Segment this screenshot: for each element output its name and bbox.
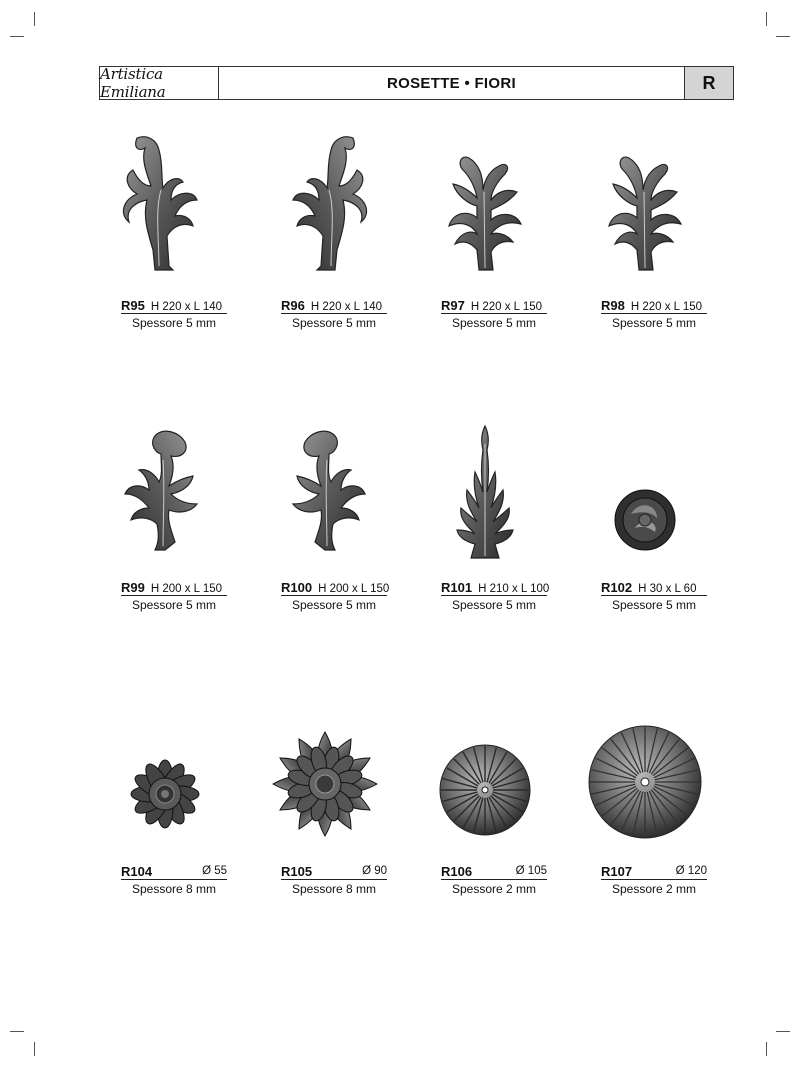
product-code: R106 (441, 864, 473, 879)
product-spec-line (441, 298, 547, 314)
page-header (99, 66, 734, 100)
product-dimensions: Ø 55 (202, 865, 227, 877)
product-spec-line (441, 864, 547, 880)
product-code: R97 (441, 298, 465, 313)
product-spec-line (281, 580, 390, 596)
crop-mark (766, 12, 767, 26)
brand-logo: Artistica Emiliana (100, 67, 219, 99)
product-dimensions: Ø 105 (515, 865, 547, 877)
product-code: R100 (281, 580, 313, 595)
product-code: R99 (121, 580, 145, 595)
product-spec-line (441, 580, 550, 596)
product-thickness: Spessore 5 mm (291, 598, 377, 612)
section-letter: R (684, 67, 733, 99)
product-thickness: Spessore 2 mm (611, 882, 697, 896)
acanthus-leaf-curl-icon (101, 420, 229, 562)
page-title: ROSETTE • FIORI (387, 74, 516, 92)
product-spec-line (121, 580, 227, 596)
product-spec-line (601, 864, 707, 880)
acanthus-leaf-symmetric-icon (421, 130, 549, 272)
product-thickness: Spessore 2 mm (451, 882, 537, 896)
product-code: R98 (601, 298, 625, 313)
product-thickness: Spessore 5 mm (291, 316, 377, 330)
product-dimensions: H 220 x L 150 (470, 301, 543, 313)
product-thickness: Spessore 5 mm (451, 598, 537, 612)
product-spec-line (281, 298, 387, 314)
crop-mark (10, 36, 24, 37)
product-code: R104 (121, 864, 153, 879)
product-spec-line (281, 864, 387, 880)
rose-flower-icon (581, 420, 709, 562)
product-dimensions: H 210 x L 100 (478, 583, 550, 595)
product-code: R101 (441, 580, 473, 595)
product-code: R96 (281, 298, 305, 313)
product-dimensions: Ø 120 (675, 865, 707, 877)
product-dimensions: H 30 x L 60 (638, 583, 697, 595)
crop-mark (34, 12, 35, 26)
product-dimensions: H 220 x L 150 (630, 301, 703, 313)
crop-mark (34, 1042, 35, 1056)
product-dimensions: H 220 x L 140 (150, 301, 223, 313)
acanthus-leaf-curl-icon (261, 420, 389, 562)
acanthus-spike-icon (421, 420, 549, 562)
product-dimensions: Ø 90 (362, 865, 387, 877)
crop-mark (10, 1031, 24, 1032)
product-thickness: Spessore 8 mm (131, 882, 217, 896)
product-spec-line (121, 298, 227, 314)
product-spec-line (601, 580, 707, 596)
crop-mark (766, 1042, 767, 1056)
product-code: R102 (601, 580, 633, 595)
product-spec-line (601, 298, 707, 314)
product-spec-line (121, 864, 227, 880)
fluted-disc-large-icon (581, 724, 709, 842)
fluted-disc-icon (421, 724, 549, 842)
product-thickness: Spessore 5 mm (131, 316, 217, 330)
product-thickness: Spessore 5 mm (131, 598, 217, 612)
product-dimensions: H 200 x L 150 (150, 583, 223, 595)
small-rosette-icon (101, 724, 229, 842)
product-thickness: Spessore 5 mm (611, 316, 697, 330)
product-thickness: Spessore 5 mm (611, 598, 697, 612)
product-dimensions: H 200 x L 150 (318, 583, 390, 595)
product-code: R95 (121, 298, 145, 313)
crop-mark (776, 36, 790, 37)
acanthus-leaf-symmetric-icon (581, 130, 709, 272)
large-rosette-icon (261, 724, 389, 842)
product-thickness: Spessore 5 mm (451, 316, 537, 330)
product-thickness: Spessore 8 mm (291, 882, 377, 896)
acanthus-leaf-left-icon (101, 130, 229, 272)
product-dimensions: H 220 x L 140 (310, 301, 383, 313)
acanthus-leaf-left-icon (261, 130, 389, 272)
crop-mark (776, 1031, 790, 1032)
product-code: R105 (281, 864, 313, 879)
product-code: R107 (601, 864, 633, 879)
